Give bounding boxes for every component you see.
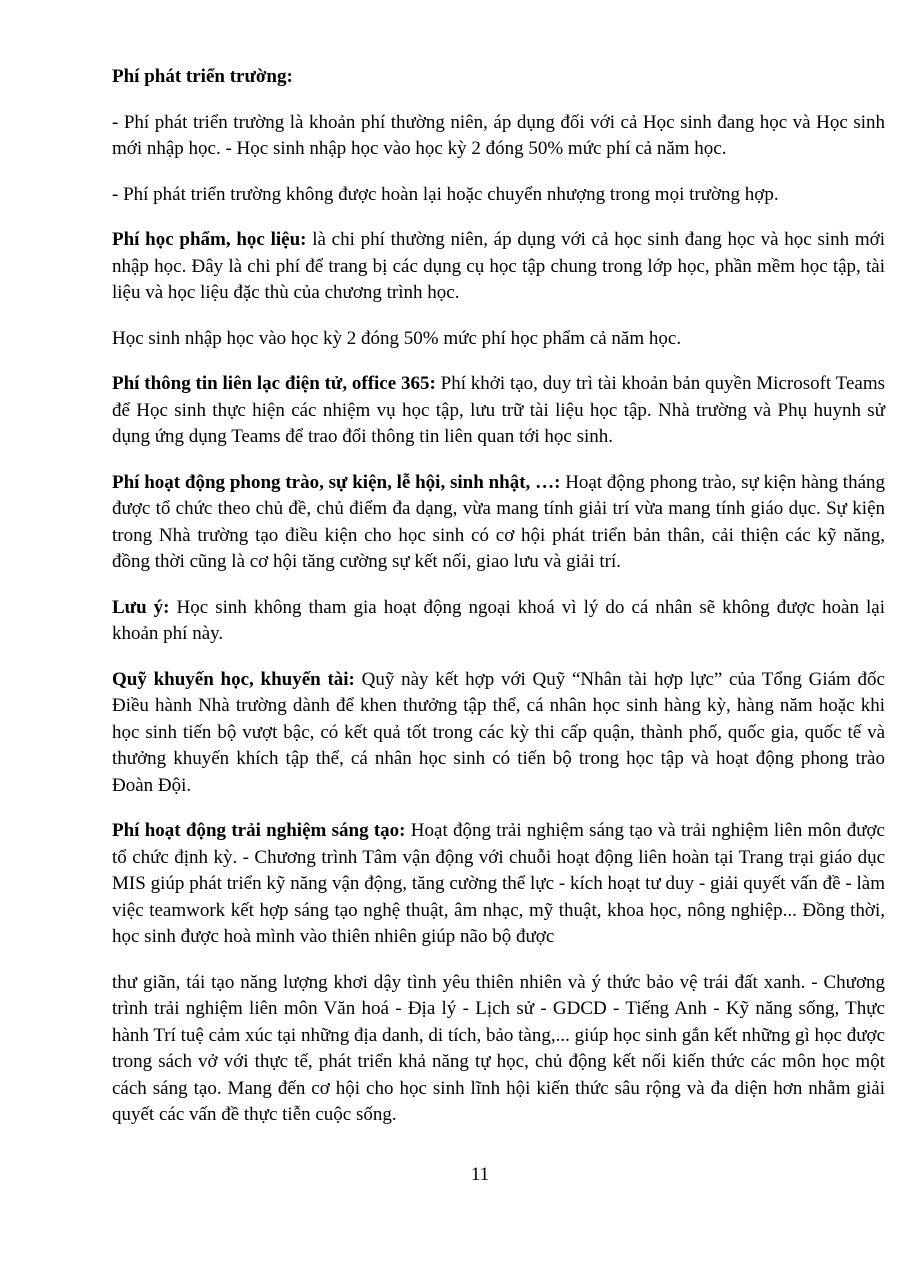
page-number: 11: [470, 1164, 490, 1185]
para-phi-thong-tin-lien-lac-office365: [112, 371, 885, 451]
para-quy-khuyen-hoc-khuyen-tai: [112, 667, 885, 800]
para-hoc-sinh-nhap-hoc-ky-2: [112, 326, 885, 353]
para-phi-hoc-pham-hoc-lieu: [112, 227, 885, 307]
paragraph-text: Hoạt động trải nghiệm sáng tạo và trải nghiệm liên môn được tổ chức định kỳ. - Chương trình Tâm vận động với chuỗi hoạt động liên hoàn tại Trang trại giáo dục MIS giúp phát triển kỹ năng vận động, tăng cường thể lực - kích hoạt tư duy - giải quyết vấn đề - làm việc teamwork kết hợp sáng tạo nghệ thuật, âm nhạc, mỹ thuật, khoa học, nông nghiệp... Đồng thời, học sinh được hoà mình vào thiên nhiên giúp não bộ được: [112, 820, 885, 947]
document-content: [112, 64, 885, 1148]
paragraph-lead-bold: Quỹ khuyến học, khuyến tài:: [112, 668, 355, 690]
paragraph-text: Quỹ này kết hợp với Quỹ “Nhân tài hợp lực” của Tổng Giám đốc Điều hành Nhà trường dành để khen thưởng tập thể, cá nhân học sinh hàng kỳ, hàng năm hoặc khi học sinh tiến bộ vượt bậc, có kết quả tốt trong các kỳ thi cấp quận, thành phố, quốc gia, quốc tế và thưởng khuyến khích tập thể, cá nhân học sinh có tiến bộ trong học tập và hoạt động phong trào Đoàn Đội.: [112, 668, 885, 796]
paragraph-text: Học sinh nhập học vào học kỳ 2 đóng 50% mức phí học phẩm cả năm học.: [112, 327, 682, 349]
paragraph-text: thư giãn, tái tạo năng lượng khơi dậy tình yêu thiên nhiên và ý thức bảo vệ trái đất xanh. - Chương trình trải nghiệm liên môn Văn hoá - Địa lý - Lịch sử - GDCD - Tiếng Anh - Kỹ năng sống, Thực hành Trí tuệ cảm xúc tại những địa danh, di tích, bảo tàng,... giúp học sinh gắn kết những gì học được trong sách vở với thực tế, phát triển khả năng tự học, chủ động kết nối kiến thức các môn học một cách sáng tạo. Mang đến cơ hội cho học sinh lĩnh hội kiến thức sâu rộng và đa diện hơn nhằm giải quyết các vấn đề thực tiễn cuộc sống.: [112, 971, 885, 1125]
paragraph-text: Phí khởi tạo, duy trì tài khoản bản quyền Microsoft Teams để Học sinh thực hiện các nhiệm vụ học tập, lưu trữ tài liệu học tập. Nhà trường và Phụ huynh sử dụng ứng dụng Teams để trao đổi thông tin liên quan tới học sinh.: [112, 373, 886, 447]
para-phi-hoat-dong-phong-trao: [112, 470, 885, 576]
paragraph-text: - Phí phát triển trường là khoản phí thường niên, áp dụng đối với cả Học sinh đang học và Học sinh mới nhập học. - Học sinh nhập học vào học kỳ 2 đóng 50% mức phí cả năm học.: [112, 111, 885, 159]
paragraph-lead-bold: Phí phát triển trường:: [112, 66, 293, 87]
paragraph-lead-bold: Phí thông tin liên lạc điện tử, office 365:: [112, 373, 436, 394]
para-luu-y: [112, 595, 885, 648]
para-phi-phat-trien-truong-2: [112, 182, 885, 209]
paragraph-lead-bold: Phí hoạt động phong trào, sự kiện, lễ hội, sinh nhật, …:: [112, 471, 561, 493]
para-trai-nghiem-lien-mon-tiep: [112, 970, 885, 1129]
para-phi-trai-nghiem-sang-tao: [112, 818, 885, 951]
para-phi-phat-trien-truong-1: [112, 110, 885, 163]
paragraph-text: - Phí phát triển trường không được hoàn lại hoặc chuyển nhượng trong mọi trường hợp.: [112, 183, 779, 205]
paragraph-lead-bold: Phí hoạt động trải nghiệm sáng tạo:: [112, 820, 406, 841]
paragraph-lead-bold: Lưu ý:: [112, 596, 170, 618]
paragraph-text: là chi phí thường niên, áp dụng với cả học sinh đang học và học sinh mới nhập học. Đây là chi phí để trang bị các dụng cụ học tập chung trong lớp học, phần mềm học tập, tài liệu và học liệu đặc thù của chương trình học.: [112, 229, 885, 303]
paragraph-text: Hoạt động phong trào, sự kiện hàng tháng được tổ chức theo chủ đề, chủ điểm đa dạng, vừa mang tính giải trí vừa mang tính giáo dục. Sự kiện trong Nhà trường tạo điều kiện cho học sinh có cơ hội phát triển bản thân, cải thiện các kỹ năng, đồng thời cũng là cơ hội tăng cường sự kết nối, giao lưu và giải trí.: [112, 471, 886, 572]
paragraph-text: Học sinh không tham gia hoạt động ngoại khoá vì lý do cá nhân sẽ không được hoàn lại khoản phí này.: [112, 596, 886, 644]
section-heading-phi-phat-trien-truong: [112, 64, 885, 91]
paragraph-lead-bold: Phí học phẩm, học liệu:: [112, 229, 307, 250]
